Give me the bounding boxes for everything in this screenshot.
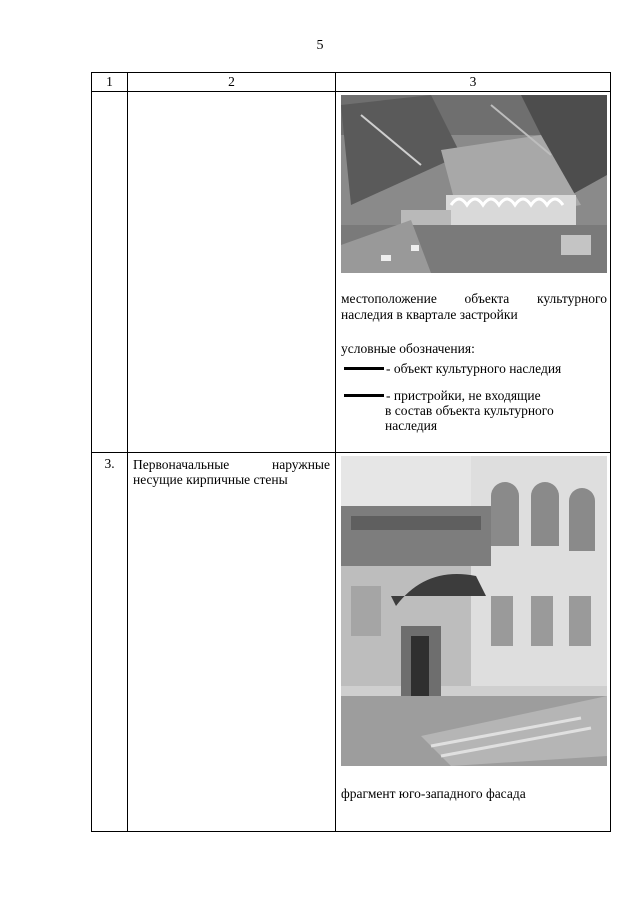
row-photo-cell	[336, 92, 611, 453]
legend-label-line-3: наследия	[385, 418, 438, 433]
legend-item	[341, 388, 607, 403]
row-description-cell: Первоначальные наружные несущие кирпичные стены	[128, 453, 336, 832]
legend-label: - пристройки, не входящие	[386, 388, 541, 403]
row-description-cell	[128, 92, 336, 453]
header-col-2: 2	[128, 73, 336, 92]
legend-label-line-2: в состав объекта культурного	[385, 403, 554, 418]
table-row	[92, 92, 611, 453]
page-number: 5	[316, 38, 324, 53]
table-row	[92, 453, 611, 832]
legend-title: условные обозначения:	[341, 341, 475, 356]
table-header-row	[92, 73, 611, 92]
row-number-cell: 3.	[92, 453, 128, 832]
row-number-cell	[92, 92, 128, 453]
header-col-3: 3	[336, 73, 611, 92]
legend-label: - объект культурного наследия	[386, 361, 562, 376]
legend-line-icon	[344, 394, 384, 397]
photo-caption: фрагмент юго-западного фасада	[341, 786, 526, 801]
legend-line-icon	[344, 367, 384, 370]
legend-item	[341, 361, 607, 376]
row-photo-cell	[336, 453, 611, 832]
facade-photo	[341, 456, 607, 766]
heritage-table	[91, 72, 611, 832]
aerial-photo	[341, 95, 607, 273]
header-col-1: 1	[92, 73, 128, 92]
location-caption: местоположение объекта культурного наследия в квартале застройки	[341, 291, 607, 322]
